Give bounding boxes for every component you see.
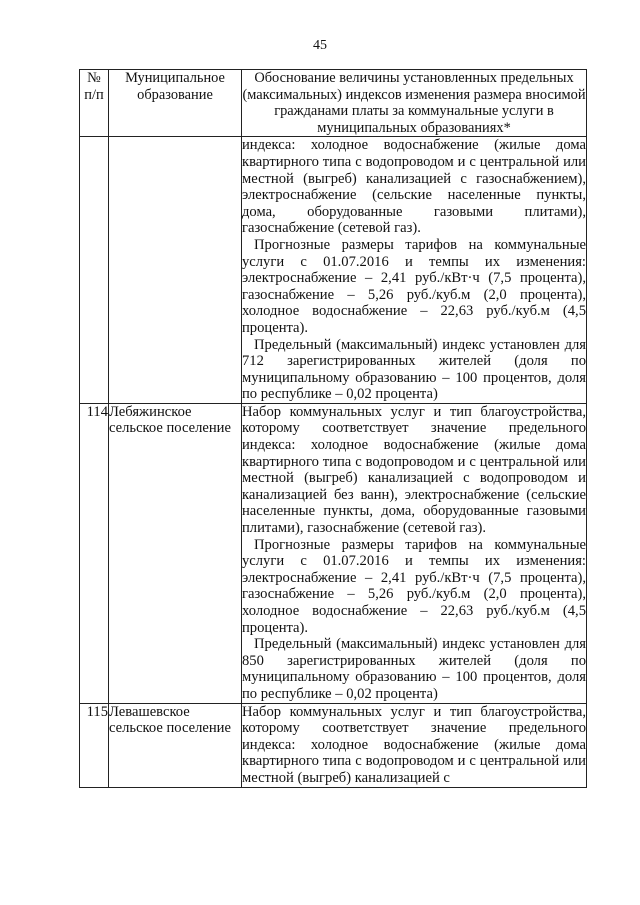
header-basis: Обоснование величины установленных предельных (максимальных) индексов изменения размера вносимой гражданами платы за коммунальные услуги в муниципальных образованиях* xyxy=(242,70,586,136)
basis-paragraph: Набор коммунальных услуг и тип благоустройства, которому соответствует значение предельного индекса: холодное водоснабжение (жилые дома квартирного типа с водопроводом и с центральной или местной (выгреб) канализацией с водопроводом и канализацией без ванн), электроснабжение (сельские населенные пункты, дома, оборудованные газовыми плитами), газоснабжение (сетевой газ). xyxy=(242,403,586,537)
row-number: 114 xyxy=(80,403,109,703)
row-number: 115 xyxy=(80,703,109,787)
basis-cell xyxy=(242,137,587,404)
tariff-index-table xyxy=(79,69,587,788)
basis-paragraph: Прогнозные размеры тарифов на коммунальные услуги с 01.07.2016 и темпы их изменения: электроснабжение – 2,41 руб./кВт·ч (7,5 процента), газоснабжение – 5,26 руб./куб.м (2,0 процента), холодное водоснабжение – 22,63 руб./куб.м (4,5 процента). xyxy=(242,236,586,336)
table-row xyxy=(80,403,587,703)
basis-cell xyxy=(242,703,587,787)
header-municipality: Муниципальное образование xyxy=(109,70,242,137)
municipality-name xyxy=(109,137,242,404)
basis-cell xyxy=(242,403,587,703)
row-number xyxy=(80,137,109,404)
basis-paragraph: Набор коммунальных услуг и тип благоустройства, которому соответствует значение предельного индекса: холодное водоснабжение (жилые дома квартирного типа с водопроводом и с центральной или местной (выгреб) канализацией с xyxy=(242,703,586,786)
page-number: 45 xyxy=(313,38,327,53)
table-row xyxy=(80,137,587,404)
basis-paragraph: индекса: холодное водоснабжение (жилые дома квартирного типа с водопроводом и с центральной или местной (выгреб) канализацией с газоснабжением), электроснабжение (сельские населенные пункты, дома, оборудованные газовыми плитами), газоснабжение (сетевой газ). xyxy=(242,137,586,237)
table-header-row xyxy=(80,70,587,137)
table-row xyxy=(80,703,587,787)
municipality-name: Левашевское сельское поселение xyxy=(109,703,242,787)
header-number: № п/п xyxy=(80,70,109,137)
basis-paragraph: Прогнозные размеры тарифов на коммунальные услуги с 01.07.2016 и темпы их изменения: электроснабжение – 2,41 руб./кВт·ч (7,5 процента), газоснабжение – 5,26 руб./куб.м (2,0 процента), холодное водоснабжение – 22,63 руб./куб.м (4,5 процента). xyxy=(242,536,586,636)
municipality-name: Лебяжинское сельское поселение xyxy=(109,403,242,703)
basis-paragraph: Предельный (максимальный) индекс установлен для 850 зарегистрированных жителей (доля по муниципальному образованию – 100 процентов, доля по республике – 0,02 процента) xyxy=(242,636,586,702)
basis-paragraph: Предельный (максимальный) индекс установлен для 712 зарегистрированных жителей (доля по муниципальному образованию – 100 процентов, доля по республике – 0,02 процента) xyxy=(242,336,586,403)
